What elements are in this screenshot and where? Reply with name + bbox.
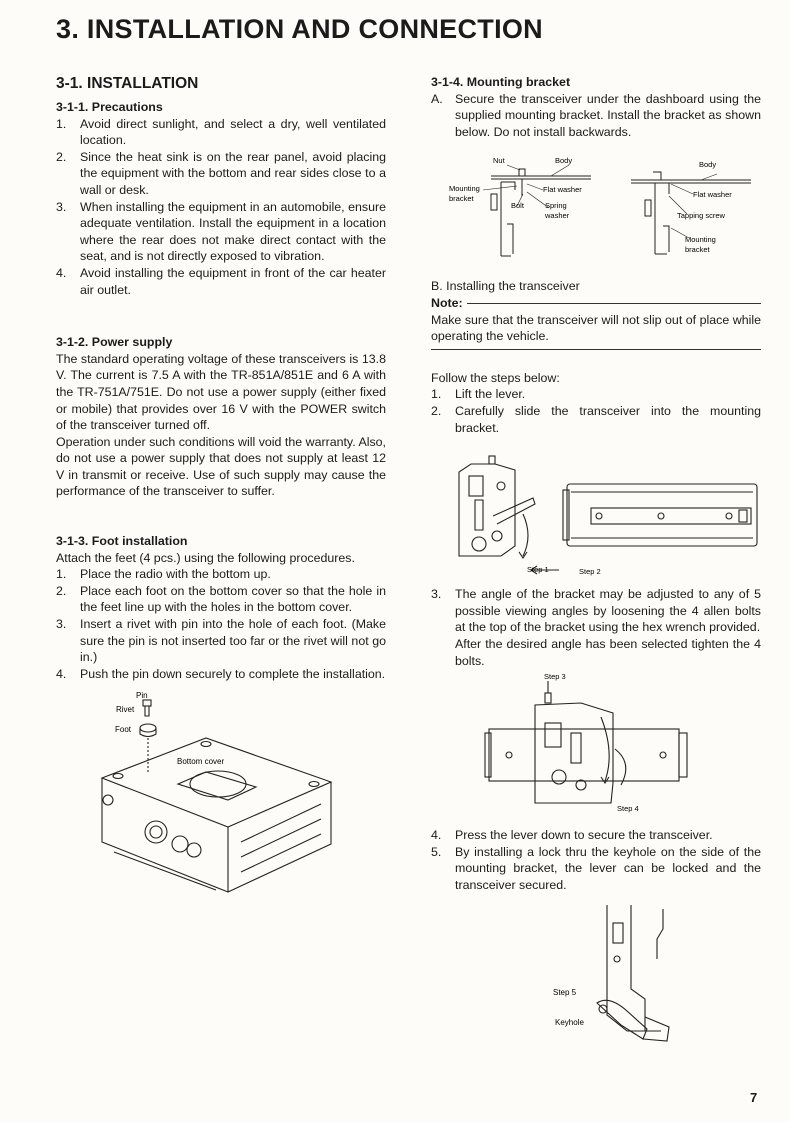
list-item: A. Secure the transceiver under the dashboard using the supplied mounting bracket. Install the bracket as shown below. Do not install backwards. xyxy=(431,91,761,139)
step-4-label: Step 4 xyxy=(617,804,639,814)
list-item: 4. Press the lever down to secure the transceiver. xyxy=(431,828,713,843)
foot-installation-figure xyxy=(56,692,386,897)
bottom-cover-label: Bottom cover xyxy=(177,757,225,767)
body-label-2: Body xyxy=(699,160,717,170)
list-item: 4. Push the pin down securely to complete the installation. xyxy=(56,666,386,681)
keyhole-illustration xyxy=(431,899,761,1049)
left-column xyxy=(56,74,386,897)
mounting-label: Mounting xyxy=(449,184,480,194)
note-text: Make sure that the transceiver will not slip out of place while operating the vehicle. xyxy=(431,312,761,344)
angle-adjust-illustration xyxy=(431,673,761,823)
mounting-label-2: Mounting xyxy=(685,235,716,245)
installing-transceiver-heading: B. Installing the transceiver xyxy=(431,279,580,294)
list-item: 3. When installing the equipment in an automobile, ensure adequate ventilation. Install the equipment in a location where the rear does not make direct contact with the seat, and is not directly exposed to vibration. xyxy=(56,199,386,264)
slide-in-illustration xyxy=(431,446,761,576)
rivet-label: Rivet xyxy=(116,705,135,715)
list-item: 2. Place each foot on the bottom cover so that the hole in the feet line up with the holes in the bottom cover. xyxy=(56,583,386,615)
list-item: 3. Insert a rivet with pin into the hole of each foot. (Make sure the pin is not inserted too far or the rivet will not go in.) xyxy=(56,617,386,665)
power-supply-para-2: Operation under such conditions will void the warranty. Also, do not use a power supply that does not supply at least 12 V in transmit or receive. Use of such supply may cause the performance of the transceiver to suffer. xyxy=(56,434,386,499)
list-item: 3. The angle of the bracket may be adjusted to any of 5 possible viewing angles by loosening the 4 allen bolts at the top of the bracket using the hex wrench provided. After the desired angle has been selected tighten the 4 bolts. xyxy=(431,587,761,668)
slide-in-figure xyxy=(431,446,761,576)
keyhole-figure xyxy=(431,899,761,1049)
step-1-label: Step 1 xyxy=(527,565,549,575)
list-item: 2. Since the heat sink is on the rear panel, avoid placing the equipment with the bottom and rear sides close to a wall or desk. xyxy=(56,149,386,197)
tapping-screw-label: Tapping screw xyxy=(677,211,725,221)
bracket-a-list xyxy=(431,91,761,141)
flat-washer-label-2: Flat washer xyxy=(693,190,732,200)
step-5-label: Step 5 xyxy=(553,988,577,998)
precautions-heading: 3-1-1. Precautions xyxy=(56,100,163,114)
pin-label: Pin xyxy=(136,692,148,701)
keyhole-label: Keyhole xyxy=(555,1018,584,1028)
note-label: Note: xyxy=(431,295,761,312)
page-number: 7 xyxy=(750,1090,758,1105)
list-item: 1. Avoid direct sunlight, and select a dry, well ventilated location. xyxy=(56,116,386,148)
bracket-steps-after-list xyxy=(431,827,761,893)
bracket-orientation-illustration xyxy=(431,154,761,272)
step-3-label: Step 3 xyxy=(544,673,566,682)
list-item: 4. Avoid installing the equipment in front of the car heater air outlet. xyxy=(56,265,386,297)
list-item: 5. By installing a lock thru the keyhole on the side of the mounting bracket, the lever can be locked and the transceiver secured. xyxy=(431,844,761,892)
installation-heading: 3-1. INSTALLATION xyxy=(56,75,199,92)
spring-label: Spring xyxy=(545,201,567,211)
mounting-bracket-heading: 3-1-4. Mounting bracket xyxy=(431,75,571,89)
foot-label: Foot xyxy=(115,725,132,735)
bracket-steps-list xyxy=(431,386,761,436)
list-item: 1. Place the radio with the bottom up. xyxy=(56,567,271,582)
flat-washer-label: Flat washer xyxy=(543,185,582,195)
page-title: 3. INSTALLATION AND CONNECTION xyxy=(56,14,543,44)
foot-steps-list xyxy=(56,566,386,682)
list-item: 2. Carefully slide the transceiver into the mounting bracket. xyxy=(431,403,761,435)
power-supply-heading: 3-1-2. Power supply xyxy=(56,335,173,350)
foot-installation-heading: 3-1-3. Foot installation xyxy=(56,534,188,549)
step-2-label: Step 2 xyxy=(579,567,601,577)
power-supply-para-1: The standard operating voltage of these transceivers is 13.8 V. The current is 7.5 A with the TR-851A/851E and 6 A with the TR-751A/751E. Do not use a power supply (either fixed or mobile) that provides over 16 V with the POWER switch of the transceiver turned off. xyxy=(56,351,386,433)
bracket-label-2: bracket xyxy=(685,245,710,255)
mounting-bracket-figure xyxy=(431,154,761,272)
body-label: Body xyxy=(555,156,573,166)
bracket-step-3-list xyxy=(431,586,761,669)
precautions-list xyxy=(56,116,386,299)
bracket-label: bracket xyxy=(449,194,474,204)
right-column xyxy=(431,74,761,1049)
list-item: 1. Lift the lever. xyxy=(431,387,526,402)
washer-label: washer xyxy=(545,211,570,221)
bolt-label: Bolt xyxy=(511,201,524,211)
angle-adjust-figure xyxy=(431,673,761,823)
steps-intro: Follow the steps below: xyxy=(431,370,560,385)
transceiver-bottom-illustration xyxy=(56,692,356,897)
nut-label: Nut xyxy=(493,156,505,166)
foot-installation-intro: Attach the feet (4 pcs.) using the following procedures. xyxy=(56,550,355,565)
